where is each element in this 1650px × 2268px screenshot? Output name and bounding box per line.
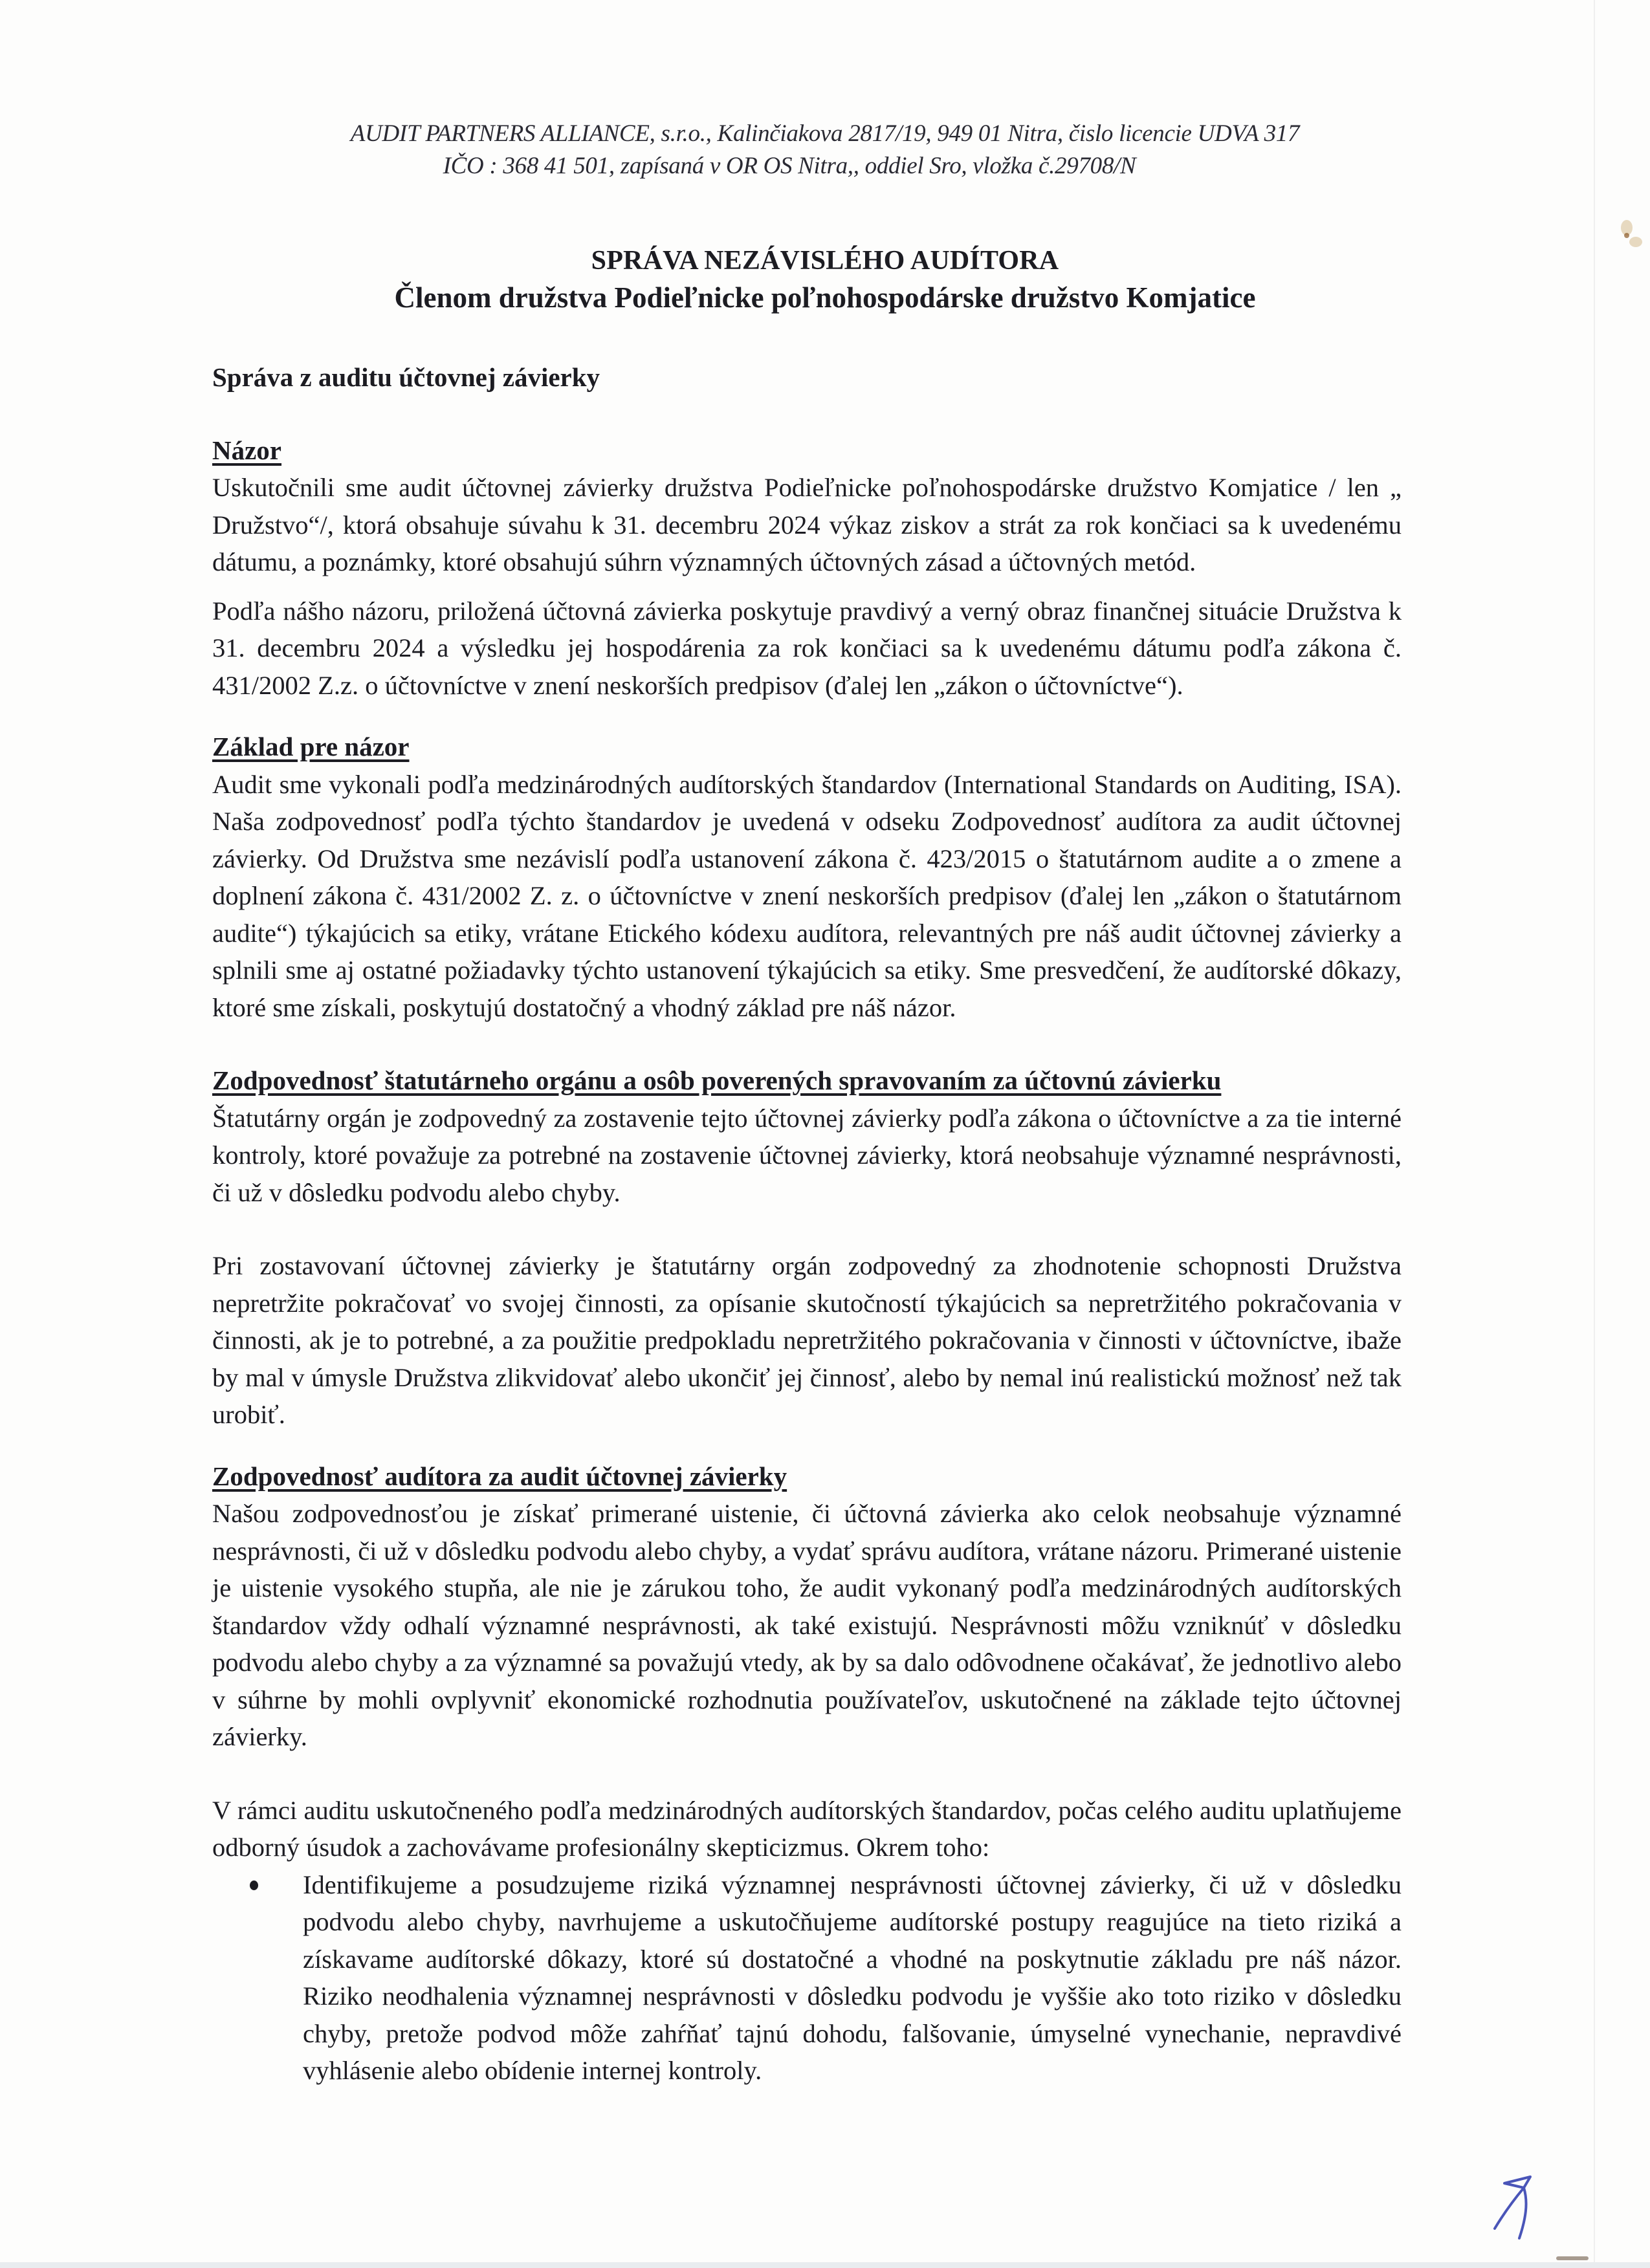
report-body: [212, 359, 1402, 2089]
section-opinion: [212, 432, 1402, 704]
paper-stain: [1556, 2256, 1589, 2260]
paragraph: Našou zodpovednosťou je získať primerané uistenie, či účtovná závierka ako celok neobsahuje významné nesprávnosti, či už v dôsledku podvodu alebo chyby, a vydať správu audítora, vrátane názoru. Primerané uistenie je uistenie vysokého stupňa, ale nie je zárukou toho, že audit vykonaný podľa medzinárodných audítorských štandardov vždy odhalí významné nesprávnosti, ak také existujú. Nesprávnosti môžu vzniknúť v dôsledku podvodu alebo chyby a za významné sa považujú vtedy, ak by sa dalo odôvodnene očakávať, že jednotlivo alebo v súhrne by mohli ovplyvniť ekonomické rozhodnutia používateľov, uskutočnené na základe tejto účtovnej závierky.: [212, 1499, 1402, 1751]
scan-bottom-edge: [0, 2262, 1650, 2268]
section-basis-for-opinion: [212, 728, 1402, 1026]
section-heading: Názor: [212, 435, 282, 465]
paragraph: Uskutočnili sme audit účtovnej závierky družstva Podieľnicke poľnohospodárske družstvo Komjatice / len „ Družstvo“/, ktorá obsahuje súvahu k 31. decembru 2024 výkaz ziskov a strát za rok končiaci sa k uvedenému dátumu, a poznámky, ktoré obsahujú súhrn významných účtovných zásad a účtovných metód.: [212, 473, 1402, 576]
section-auditor-responsibility: [212, 1458, 1402, 2089]
bullet-icon: [250, 1881, 258, 1890]
paragraph: V rámci auditu uskutočneného podľa medzinárodných audítorských štandardov, počas celého auditu uplatňujeme odborný úsudok a zachovávame profesionálny skepticizmus. Okrem toho:: [212, 1795, 1402, 1862]
paragraph: Štatutárny orgán je zodpovedný za zostavenie tejto účtovnej závierky podľa zákona o účtovníctve a za tie interné kontroly, ktoré považuje za potrebné na zostavenie účtovnej závierky, ktorá neobsahuje významné nesprávnosti, či už v dôsledku podvodu alebo chyby.: [212, 1103, 1402, 1207]
paper-stain: [1624, 233, 1629, 238]
report-title-block: [194, 243, 1456, 316]
section-heading: Zodpovednosť štatutárneho orgánu a osôb poverených spravovaním za účtovnú závierku: [212, 1065, 1222, 1095]
letterhead-line-1: AUDIT PARTNERS ALLIANCE, s.r.o., Kalinčiakova 2817/19, 949 01 Nitra, čislo licencie UDVA 317: [350, 120, 1300, 147]
section-heading: Zodpovednosť audítora za audit účtovnej závierky: [212, 1461, 787, 1491]
section-management-responsibility: [212, 1062, 1402, 1434]
section-heading: Základ pre názor: [212, 732, 410, 761]
paragraph: Audit sme vykonali podľa medzinárodných audítorských štandardov (International Standards on Auditing, ISA). Naša zodpovednosť podľa týchto štandardov je uvedená v odseku Zodpovednosť audítora za audit účtovnej závierky. Od Družstva sme nezávislí podľa ustanovení zákona č. 423/2015 o štatutárnom audite a o zmene a doplnení zákona č. 431/2002 Z. z. o účtovníctve v znení neskorších predpisov (ďalej len „zákon o štatutárnom audite“) týkajúcich sa etiky, vrátane Etického kódexu audítora, relevantných pre náš audit účtovnej závierky a splnili sme aj ostatné požiadavky týchto ustanovení týkajúcich sa etiky. Sme presvedčení, že audítorské dôkazy, ktoré sme získali, poskytujú dostatočný a vhodný základ pre náš názor.: [212, 769, 1402, 1022]
signature-initial-icon: [1488, 2148, 1566, 2245]
scan-fold-line: [1594, 0, 1595, 2268]
list-item: [303, 1866, 1402, 2089]
paragraph: Pri zostavovaní účtovnej závierky je štatutárny orgán zodpovedný za zhodnotenie schopnosti Družstva nepretržite pokračovať vo svojej činnosti, za opísanie skutočností týkajúcich sa nepretržitého pokračovania v činnosti, ak je to potrebné, a za použitie predpokladu nepretržitého pokračovania v činnosti v účtovníctve, ibaže by mal v úmysle Družstva zlikvidovať alebo ukončiť jej činnosť, alebo by nemal inú realistickú možnosť než tak urobiť.: [212, 1251, 1402, 1429]
bullet-list: [212, 1866, 1402, 2089]
report-subtitle: Správa z auditu účtovnej závierky: [212, 362, 600, 392]
list-item-text: Identifikujeme a posudzujeme riziká významnej nesprávnosti účtovnej závierky, či už v dôsledku podvodu alebo chyby, navrhujeme a uskutočňujeme audítorské postupy reagujúce na tieto riziká a získavame audítorské dôkazy, ktoré sú dostatočné a vhodné na poskytnutie základu pre náš názor. Riziko neodhalenia významnej nesprávnosti v dôsledku podvodu je vyššie ako toto riziko v dôsledku chyby, pretože podvod môže zahŕňať tajnú dohodu, falšovanie, úmyselné vynechanie, nepravdivé vyhlásenie alebo obídenie internej kontroly.: [303, 1870, 1402, 2085]
auditor-letterhead: [194, 118, 1456, 182]
paragraph: Podľa nášho názoru, priložená účtovná závierka poskytuje pravdivý a verný obraz finančnej situácie Družstva k 31. decembru 2024 a výsledku jej hospodárenia za rok končiaci sa k uvedenému dátumu podľa zákona č. 431/2002 Z.z. o účtovníctve v znení neskorších predpisov (ďalej len „zákon o účtovníctve“).: [212, 596, 1402, 700]
report-title: SPRÁVA NEZÁVISLÉHO AUDÍTORA: [591, 246, 1059, 276]
paper-stain: [1629, 237, 1642, 247]
report-addressee: Členom družstva Podieľnicke poľnohospodárske družstvo Komjatice: [394, 281, 1256, 314]
letterhead-line-2: IČO : 368 41 501, zapísaná v OR OS Nitra,, oddiel Sro, vložka č.29708/N: [443, 153, 1136, 179]
